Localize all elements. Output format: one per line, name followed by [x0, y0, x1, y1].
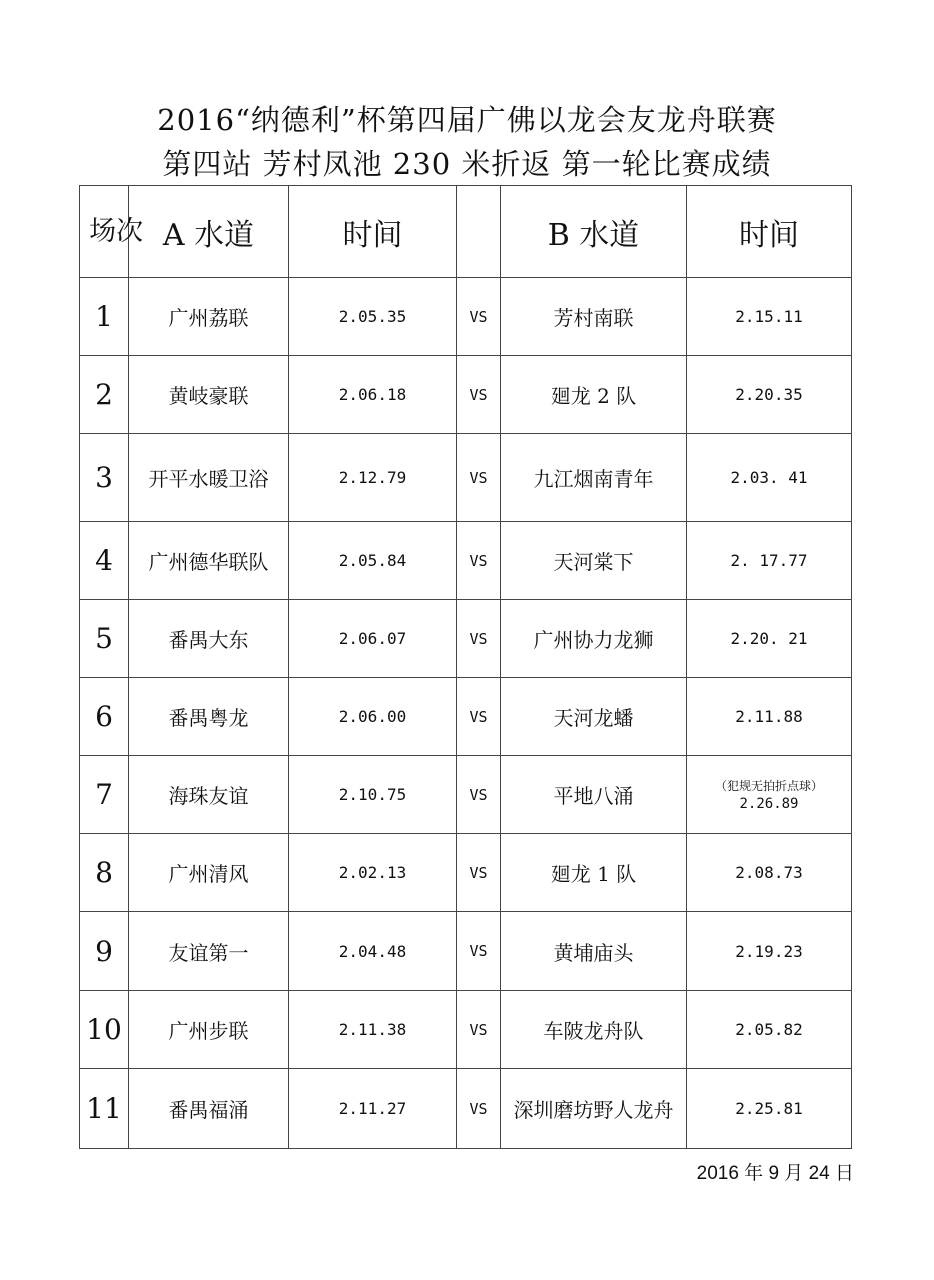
results-table — [79, 185, 852, 1149]
header-time-b: 时间 — [687, 186, 852, 278]
team-a: 广州荔联 — [129, 278, 289, 356]
table-row — [80, 991, 852, 1069]
time-b: 2.11.88 — [687, 678, 852, 756]
vs-label: VS — [457, 356, 501, 434]
team-a: 番禺粤龙 — [129, 678, 289, 756]
team-a: 广州清风 — [129, 834, 289, 912]
time-b: 2.25.81 — [687, 1069, 852, 1149]
table-row — [80, 278, 852, 356]
time-a: 2.06.07 — [289, 600, 457, 678]
team-a: 广州步联 — [129, 991, 289, 1069]
table-row — [80, 912, 852, 991]
header-time-a: 时间 — [289, 186, 457, 278]
vs-label: VS — [457, 678, 501, 756]
team-b: 平地八涌 — [501, 756, 687, 834]
time-a: 2.04.48 — [289, 912, 457, 991]
team-b: 天河龙蟠 — [501, 678, 687, 756]
time-b: 2.03. 41 — [687, 434, 852, 522]
vs-label: VS — [457, 756, 501, 834]
team-a: 友谊第一 — [129, 912, 289, 991]
team-b: 芳村南联 — [501, 278, 687, 356]
team-b: 九江烟南青年 — [501, 434, 687, 522]
table-row — [80, 522, 852, 600]
team-b: 黄埔庙头 — [501, 912, 687, 991]
time-a: 2.11.38 — [289, 991, 457, 1069]
round-number: 1 — [80, 278, 129, 356]
team-a: 黄岐豪联 — [129, 356, 289, 434]
round-number: 10 — [80, 991, 129, 1069]
team-a: 番禺大东 — [129, 600, 289, 678]
time-b: 2.26.89 — [739, 795, 799, 812]
time-a: 2.10.75 — [289, 756, 457, 834]
vs-label: VS — [457, 912, 501, 991]
time-a: 2.05.84 — [289, 522, 457, 600]
round-number: 8 — [80, 834, 129, 912]
vs-label: VS — [457, 522, 501, 600]
round-number: 9 — [80, 912, 129, 991]
team-b: 廻龙 2 队 — [501, 356, 687, 434]
vs-label: VS — [457, 1069, 501, 1149]
foul-note: （犯规无拍折点球） — [714, 778, 823, 793]
time-a: 2.11.27 — [289, 1069, 457, 1149]
team-a: 开平水暖卫浴 — [129, 434, 289, 522]
title-line-1: 2016“纳德利”杯第四届广佛以龙会友龙舟联赛 — [157, 103, 777, 137]
title-line-2: 第四站 芳村凤池 230 米折返 第一轮比赛成绩 — [162, 147, 772, 181]
vs-label: VS — [457, 834, 501, 912]
time-b: 2.19.23 — [687, 912, 852, 991]
time-a: 2.06.00 — [289, 678, 457, 756]
table-row — [80, 356, 852, 434]
team-b: 天河棠下 — [501, 522, 687, 600]
round-number: 4 — [80, 522, 129, 600]
table-row — [80, 756, 852, 834]
vs-label: VS — [457, 278, 501, 356]
team-a: 番禺福涌 — [129, 1069, 289, 1149]
time-b: 2. 17.77 — [687, 522, 852, 600]
table-row — [80, 834, 852, 912]
table-row — [80, 1069, 852, 1149]
table-row — [80, 600, 852, 678]
document-date: 2016 年 9 月 24 日 — [696, 1163, 854, 1184]
vs-label: VS — [457, 600, 501, 678]
time-a: 2.05.35 — [289, 278, 457, 356]
round-number: 7 — [80, 756, 129, 834]
time-b: 2.05.82 — [687, 991, 852, 1069]
team-a: 海珠友谊 — [129, 756, 289, 834]
time-a: 2.06.18 — [289, 356, 457, 434]
table-row — [80, 678, 852, 756]
team-b: 深圳磨坊野人龙舟 — [501, 1069, 687, 1149]
time-b: 2.20.35 — [687, 356, 852, 434]
round-number: 3 — [80, 434, 129, 522]
header-lane-a: A 水道 — [129, 186, 289, 278]
time-b: 2.08.73 — [687, 834, 852, 912]
header-lane-b: B 水道 — [501, 186, 687, 278]
time-a: 2.02.13 — [289, 834, 457, 912]
time-b-with-note — [687, 756, 852, 834]
table-header-row — [80, 186, 852, 278]
team-a: 广州德华联队 — [129, 522, 289, 600]
time-a: 2.12.79 — [289, 434, 457, 522]
team-b: 广州协力龙狮 — [501, 600, 687, 678]
round-number: 2 — [80, 356, 129, 434]
table-row — [80, 434, 852, 522]
round-number: 11 — [80, 1069, 129, 1149]
header-vs — [457, 186, 501, 278]
vs-label: VS — [457, 434, 501, 522]
team-b: 车陂龙舟队 — [501, 991, 687, 1069]
header-round-label: 场次 — [89, 215, 144, 247]
round-number: 6 — [80, 678, 129, 756]
vs-label: VS — [457, 991, 501, 1069]
header-round — [80, 186, 144, 278]
team-b: 廻龙 1 队 — [501, 834, 687, 912]
round-number: 5 — [80, 600, 129, 678]
time-b: 2.20. 21 — [687, 600, 852, 678]
time-b: 2.15.11 — [687, 278, 852, 356]
